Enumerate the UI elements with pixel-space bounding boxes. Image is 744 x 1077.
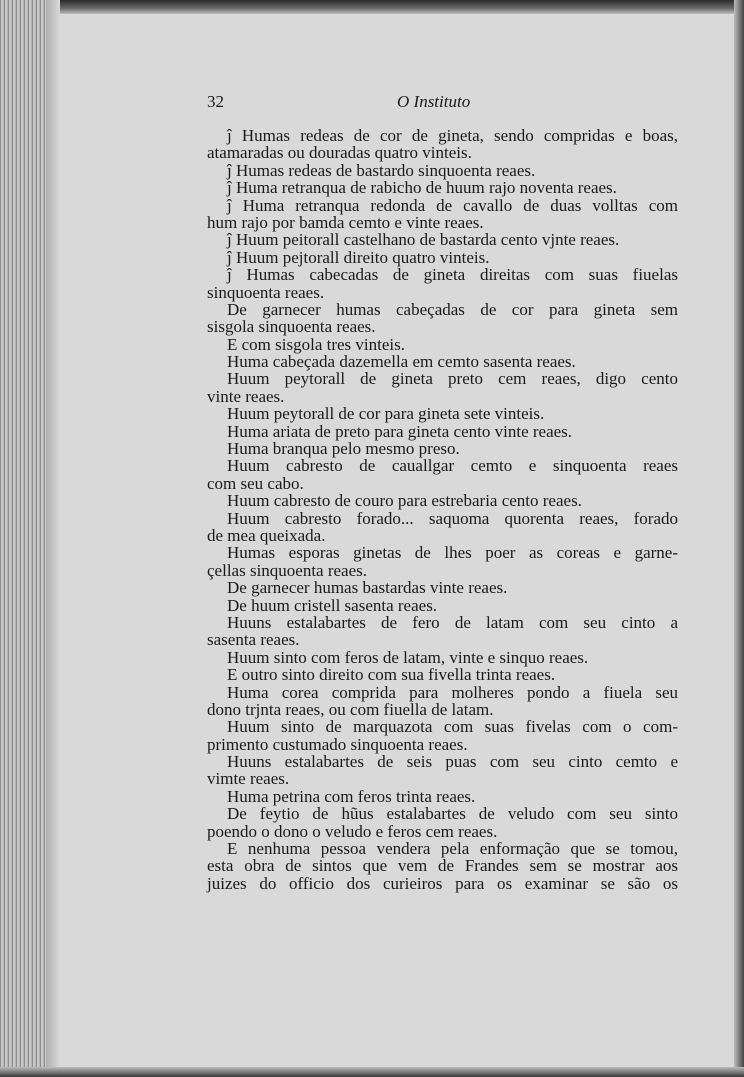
text-line: poendo o dono o veludo e feros cem reaes. [207,821,498,841]
text-line: Huum cabresto de cauallgar cemto e sinquoenta reaes [227,456,678,476]
scan-bottom-edge [0,1067,744,1077]
text-line: Huma petrina com feros trinta reaes. [227,786,476,806]
text-line: De huum cristell sasenta reaes. [227,595,438,615]
text-line: Huma branqua pelo mesmo preso. [227,439,460,459]
text-line: ĵ Humas redeas de bastardo sinquoenta reaes. [227,160,536,180]
text-line: ĵ Huum pejtorall direito quatro vinteis. [227,247,490,267]
text-line: sinquoenta reaes. [207,282,325,302]
text-line: de mea queixada. [207,525,326,545]
text-line: primento custumado sinquoenta reaes. [207,734,468,754]
text-line: Huum peytorall de cor para gineta sete vinteis. [227,404,545,424]
text-line: Huuns estalabartes de fero de latam com seu cinto a [227,612,678,632]
text-line: Huum cabresto de couro para estrebaria cento reaes. [227,491,582,511]
text-line: ĵ Humas redeas de cor de gineta, sendo compridas e boas, [227,126,678,145]
text-line: vimte reaes. [207,769,290,789]
text-line: E outro sinto direito com sua fivella trinta reaes. [227,665,556,685]
text-line: Huum cabresto forado... saquoma quorenta reaes, forado [227,508,678,528]
book-page-edges [0,0,47,1077]
text-line: atamaradas ou douradas quatro vinteis. [207,143,472,163]
text-line: Huum sinto de marquazota com suas fivelas com o com- [227,717,678,737]
text-line: E nenhuma pessoa vendera pela enformação que se tomou, [227,839,678,859]
text-line: Humas esporas ginetas de lhes poer as coreas e garne- [227,543,678,563]
text-line: juizes do officio dos curieiros para os examinar se são os [207,873,678,893]
text-line: hum rajo por bamda cemto e vinte reaes. [207,212,484,232]
text-line: Huum peytorall de gineta preto cem reaes, digo cento [227,369,678,389]
text-line: çellas sinquoenta reaes. [207,560,368,580]
text-line: dono trjnta reaes, ou com fiuella de latam. [207,699,494,719]
text-line: Huma corea comprida para molheres pondo a fiuela seu [227,682,678,702]
text-line: ĵ Huma retranqua redonda de cavallo de duas volltas com [227,195,678,215]
text-line: Huma cabeçada dazemella em cemto sasenta reaes. [227,352,576,372]
scan-top-edge [0,0,744,14]
text-line: ĵ Huma retranqua de rabicho de huum rajo noventa reaes. [227,178,617,198]
text-line: sasenta reaes. [207,630,300,650]
body-text [207,127,678,892]
text-line: De feytio de hũus estalabartes de veludo com seu sinto [227,804,678,824]
scan-right-edge [734,0,744,1077]
text-line: Huuns estalabartes de seis puas com seu cinto cemto e [227,752,678,772]
text-line: esta obra de sintos que vem de Frandes sem se mostrar aos [207,856,678,876]
text-line: E com sisgola tres vinteis. [227,334,406,354]
text-line: ĵ Huum peitorall castelhano de bastarda cento vjnte reaes. [227,230,620,250]
book-gutter-shadow [46,0,60,1077]
text-line: De garnecer humas bastardas vinte reaes. [227,578,508,598]
text-line: sisgola sinquoenta reaes. [207,317,376,337]
text-line: ĵ Humas cabecadas de gineta direitas com suas fiuelas [227,265,678,285]
running-header [207,92,677,116]
text-line: Huma ariata de preto para gineta cento vinte reaes. [227,421,573,441]
page-number: 32 [207,92,224,111]
text-line: com seu cabo. [207,473,304,493]
text-line: Huum sinto com feros de latam, vinte e sinquo reaes. [227,647,589,667]
running-title: O Instituto [397,92,471,111]
text-line: vinte reaes. [207,386,285,406]
text-line: De garnecer humas cabeçadas de cor para gineta sem [227,299,678,319]
